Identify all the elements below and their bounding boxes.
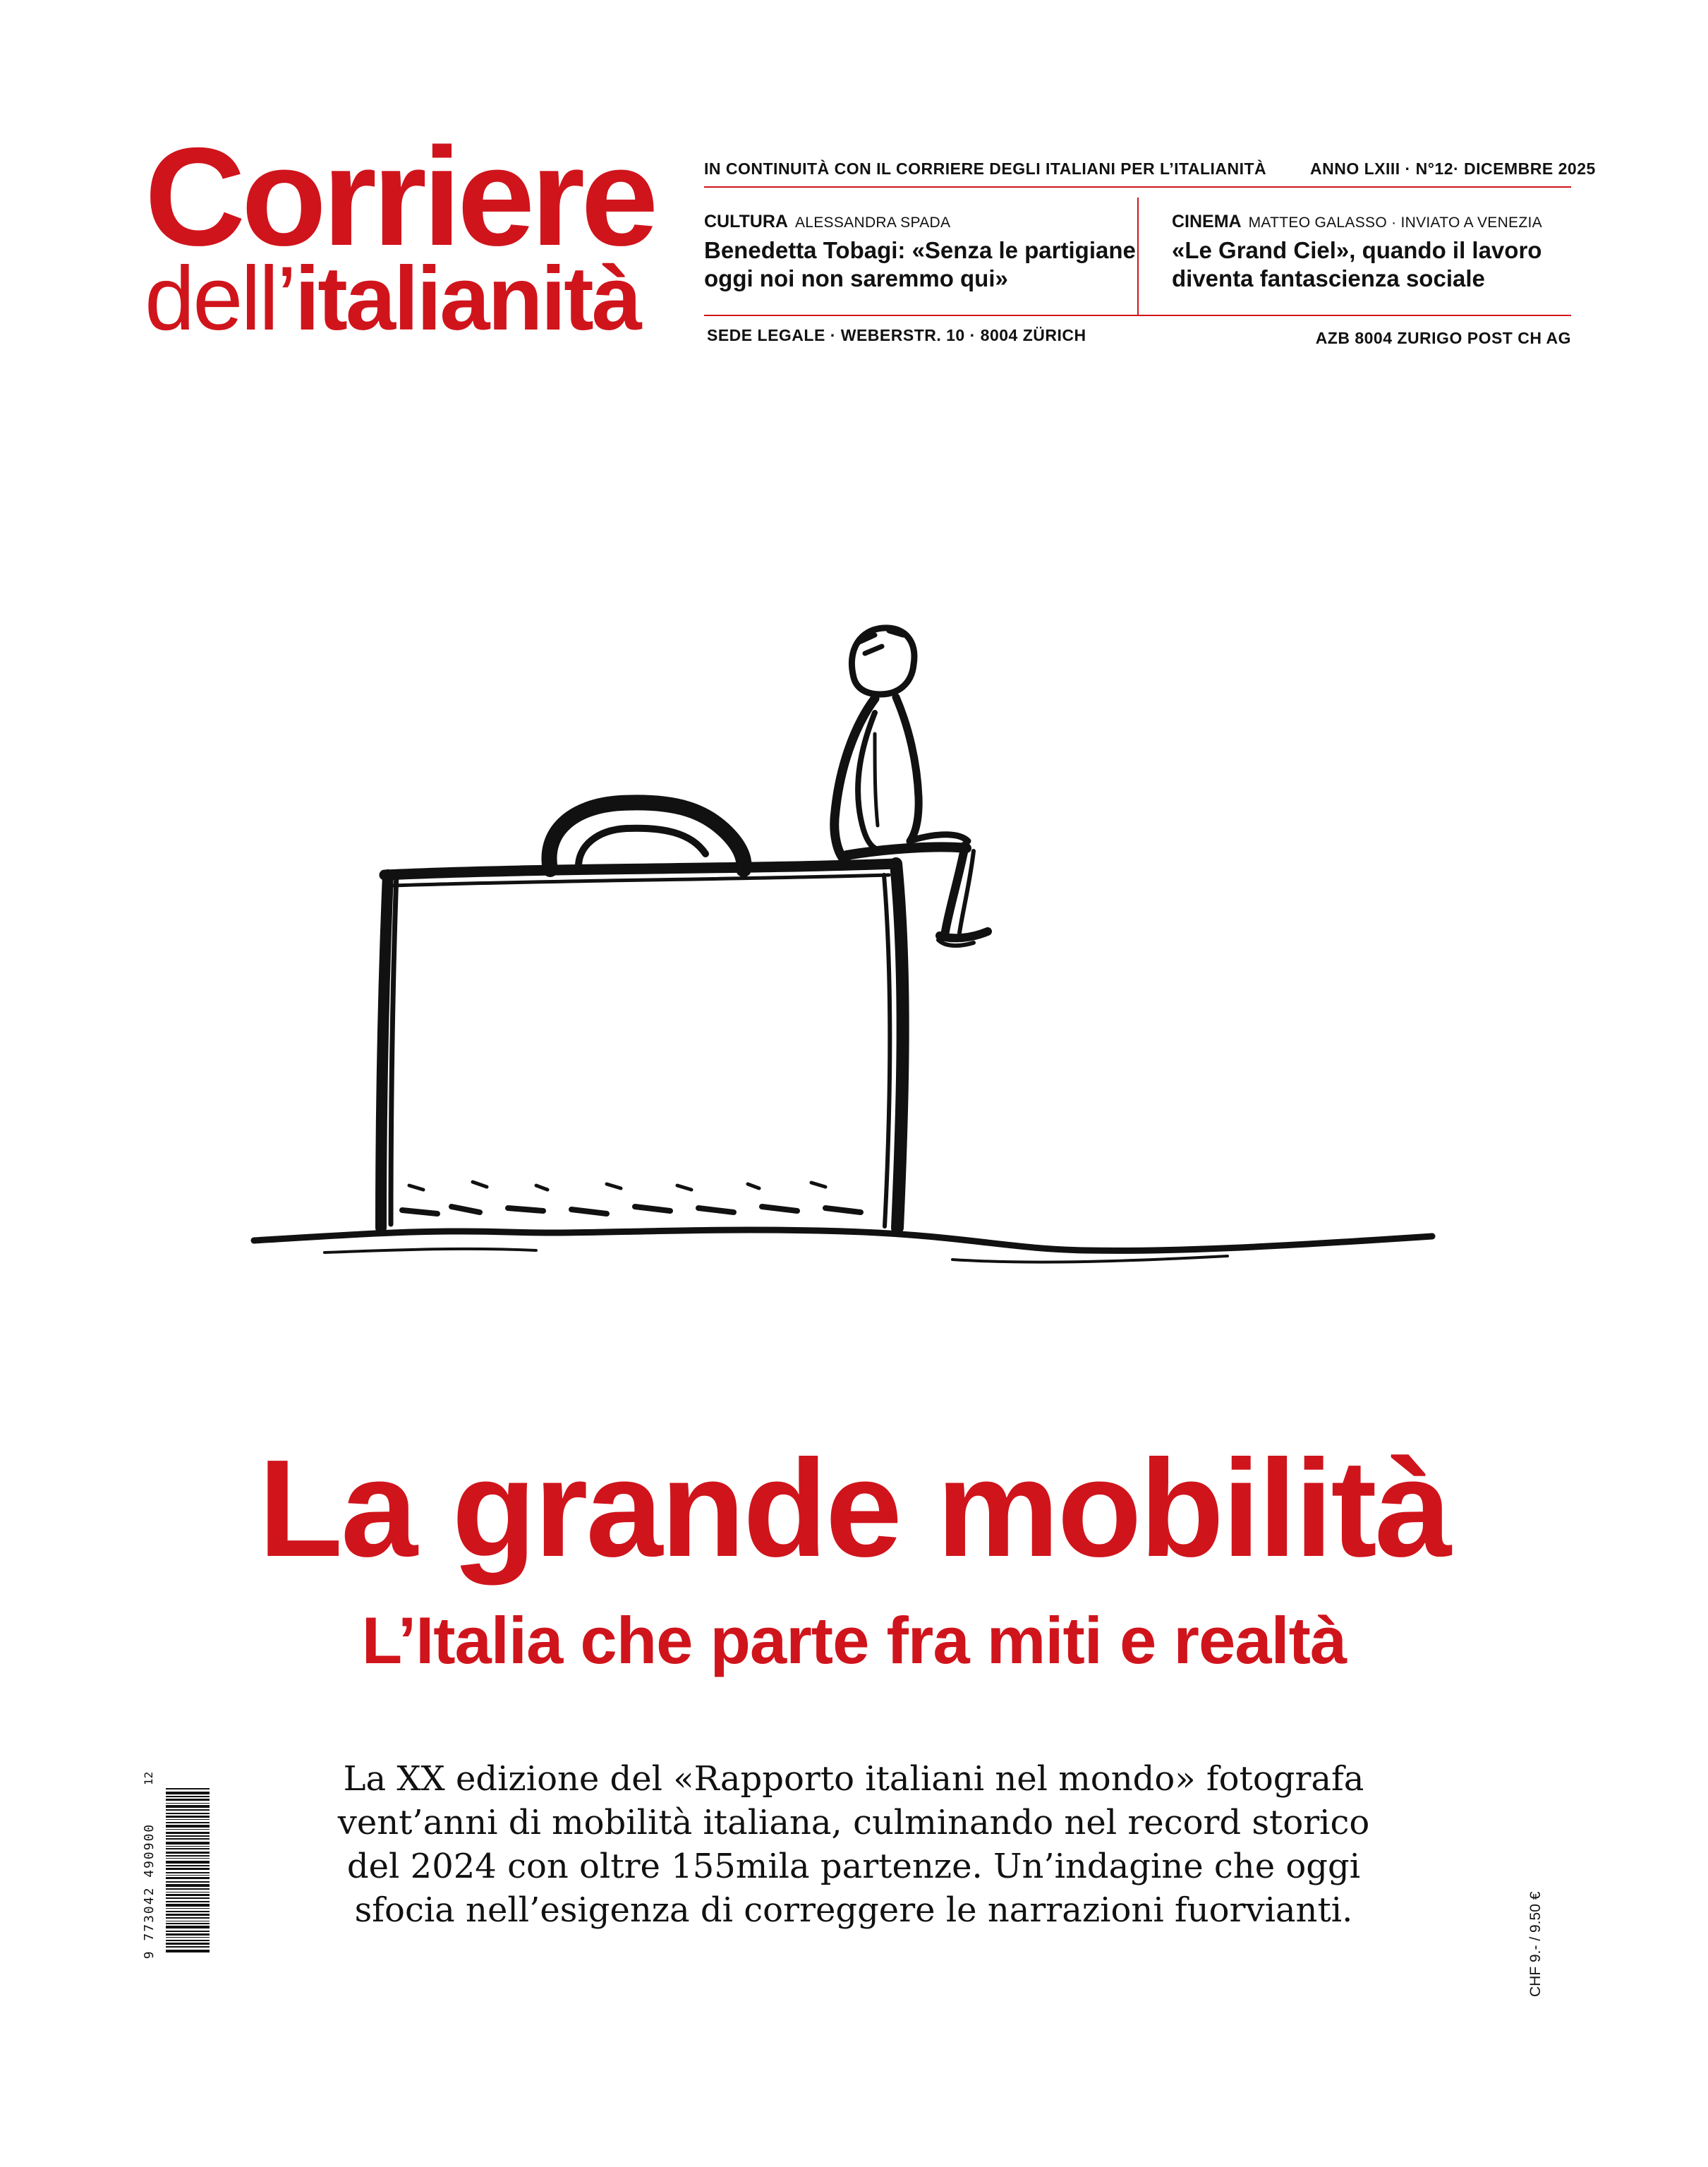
barcode-issue-code: 12: [142, 1771, 155, 1785]
barcode-bar: [166, 1846, 210, 1847]
barcode-bar: [166, 1813, 210, 1814]
barcode-bar: [166, 1926, 210, 1928]
barcode-bar: [166, 1803, 210, 1804]
teaser-author: ALESSANDRA SPADA: [794, 215, 951, 231]
cover-lead: [296, 1757, 1411, 1932]
barcode-bar: [166, 1884, 210, 1887]
lead-line: del 2024 con oltre 155mila partenze. Un’indagine che oggi: [346, 1847, 1361, 1886]
teaser-section: CULTURA: [704, 212, 788, 231]
barcode-bar: [166, 1901, 210, 1902]
lead-line: La XX edizione del «Rapporto italiani nel mondo» fotografa: [343, 1759, 1364, 1799]
teaser-cultura[interactable]: [704, 212, 1141, 293]
logo-dell: dell’: [145, 248, 295, 349]
rule-divider: [1137, 198, 1139, 315]
barcode-bar: [166, 1881, 210, 1883]
barcode-bar: [166, 1835, 210, 1837]
rule-top: [704, 186, 1571, 188]
barcode-bar: [166, 1838, 210, 1840]
postal-info: AZB 8004 ZURIGO POST CH AG: [1315, 329, 1571, 347]
barcode-bar: [166, 1832, 210, 1834]
barcode-bar: [166, 1788, 210, 1789]
barcode-bar: [166, 1931, 210, 1932]
teaser-headline-line1: Benedetta Tobagi: «Senza le partigiane: [704, 237, 1136, 263]
rule-bottom: [704, 315, 1571, 316]
barcode-bar: [166, 1917, 210, 1919]
teaser-author: MATTEO GALASSO · INVIATO A VENEZIA: [1248, 215, 1542, 231]
legal-address: SEDE LEGALE · WEBERSTR. 10 · 8004 ZÜRICH: [707, 326, 1086, 344]
barcode-bar: [166, 1855, 210, 1857]
barcode-bar: [166, 1858, 210, 1859]
barcode-bar: [166, 1894, 210, 1896]
barcode-bar: [166, 1796, 210, 1797]
barcode-bar: [166, 1825, 210, 1828]
barcode-bar: [166, 1875, 210, 1876]
barcode-bar: [166, 1897, 210, 1899]
barcode-bar: [166, 1865, 210, 1866]
price-text: CHF 9.- / 9.50 €: [1527, 1891, 1544, 1997]
barcode-bar: [166, 1868, 210, 1870]
barcode-bar: [166, 1911, 210, 1912]
logo-wordmark-top: Corriere: [145, 119, 655, 274]
cover-subtitle: L’Italia che parte fra miti e realtà: [361, 1603, 1347, 1677]
suitcase-with-sitting-person-illustration: [240, 621, 1453, 1327]
barcode-bar: [166, 1792, 210, 1794]
masthead-tagline: IN CONTINUITÀ CON IL CORRIERE DEGLI ITALIANI PER L’ITALIANITÀ: [704, 159, 1267, 178]
barcode-bar: [166, 1908, 210, 1909]
teaser-section: CINEMA: [1172, 212, 1242, 231]
barcode-bar: [166, 1848, 210, 1849]
barcode-bar: [166, 1819, 210, 1820]
logo-italianita: italianità: [294, 248, 640, 349]
barcode-bar: [166, 1842, 210, 1845]
barcode-bar: [166, 1816, 210, 1818]
barcode-bar: [166, 1937, 210, 1938]
barcode-bar: [166, 1950, 210, 1952]
barcode-bar: [166, 1888, 210, 1890]
logo-wordmark-bottom: [145, 248, 681, 349]
barcode-bar: [166, 1923, 210, 1924]
lead-line: vent’anni di mobilità italiana, culminando nel record storico: [337, 1803, 1370, 1842]
barcode-bar: [166, 1914, 210, 1916]
barcode-bar: [166, 1861, 210, 1864]
issue-info: ANNO LXIII · N°12· DICEMBRE 2025: [1310, 159, 1596, 178]
barcode-bar: [166, 1805, 210, 1808]
barcode-bar: [166, 1799, 210, 1801]
barcode-digits: 9 773042 490900: [142, 1823, 157, 1960]
barcode: [142, 1764, 215, 2018]
cover-title: La grande mobilità: [258, 1431, 1450, 1586]
teaser-headline-line2: diventa fantascienza sociale: [1172, 265, 1485, 291]
barcode-bar: [166, 1940, 210, 1941]
cover-price: [1527, 1771, 1570, 1997]
barcode-bar: [166, 1877, 210, 1879]
teaser-headline-line2: oggi noi non saremmo qui»: [704, 265, 1008, 291]
barcode-bar: [166, 1933, 210, 1936]
lead-line: sfocia nell’esigenza di correggere le narrazioni fuorvianti.: [354, 1890, 1353, 1930]
barcode-bar: [166, 1822, 210, 1823]
barcode-bar: [166, 1829, 210, 1830]
barcode-bar: [166, 1809, 210, 1811]
barcode-bar: [166, 1904, 210, 1907]
barcode-bar: [166, 1946, 210, 1948]
barcode-bar: [166, 1852, 210, 1854]
teaser-headline-line1: «Le Grand Ciel», quando il lavoro: [1172, 237, 1542, 263]
barcode-bar: [166, 1892, 210, 1893]
barcode-bar: [166, 1943, 210, 1945]
teaser-cinema[interactable]: [1172, 212, 1574, 293]
barcode-bar: [166, 1872, 210, 1873]
